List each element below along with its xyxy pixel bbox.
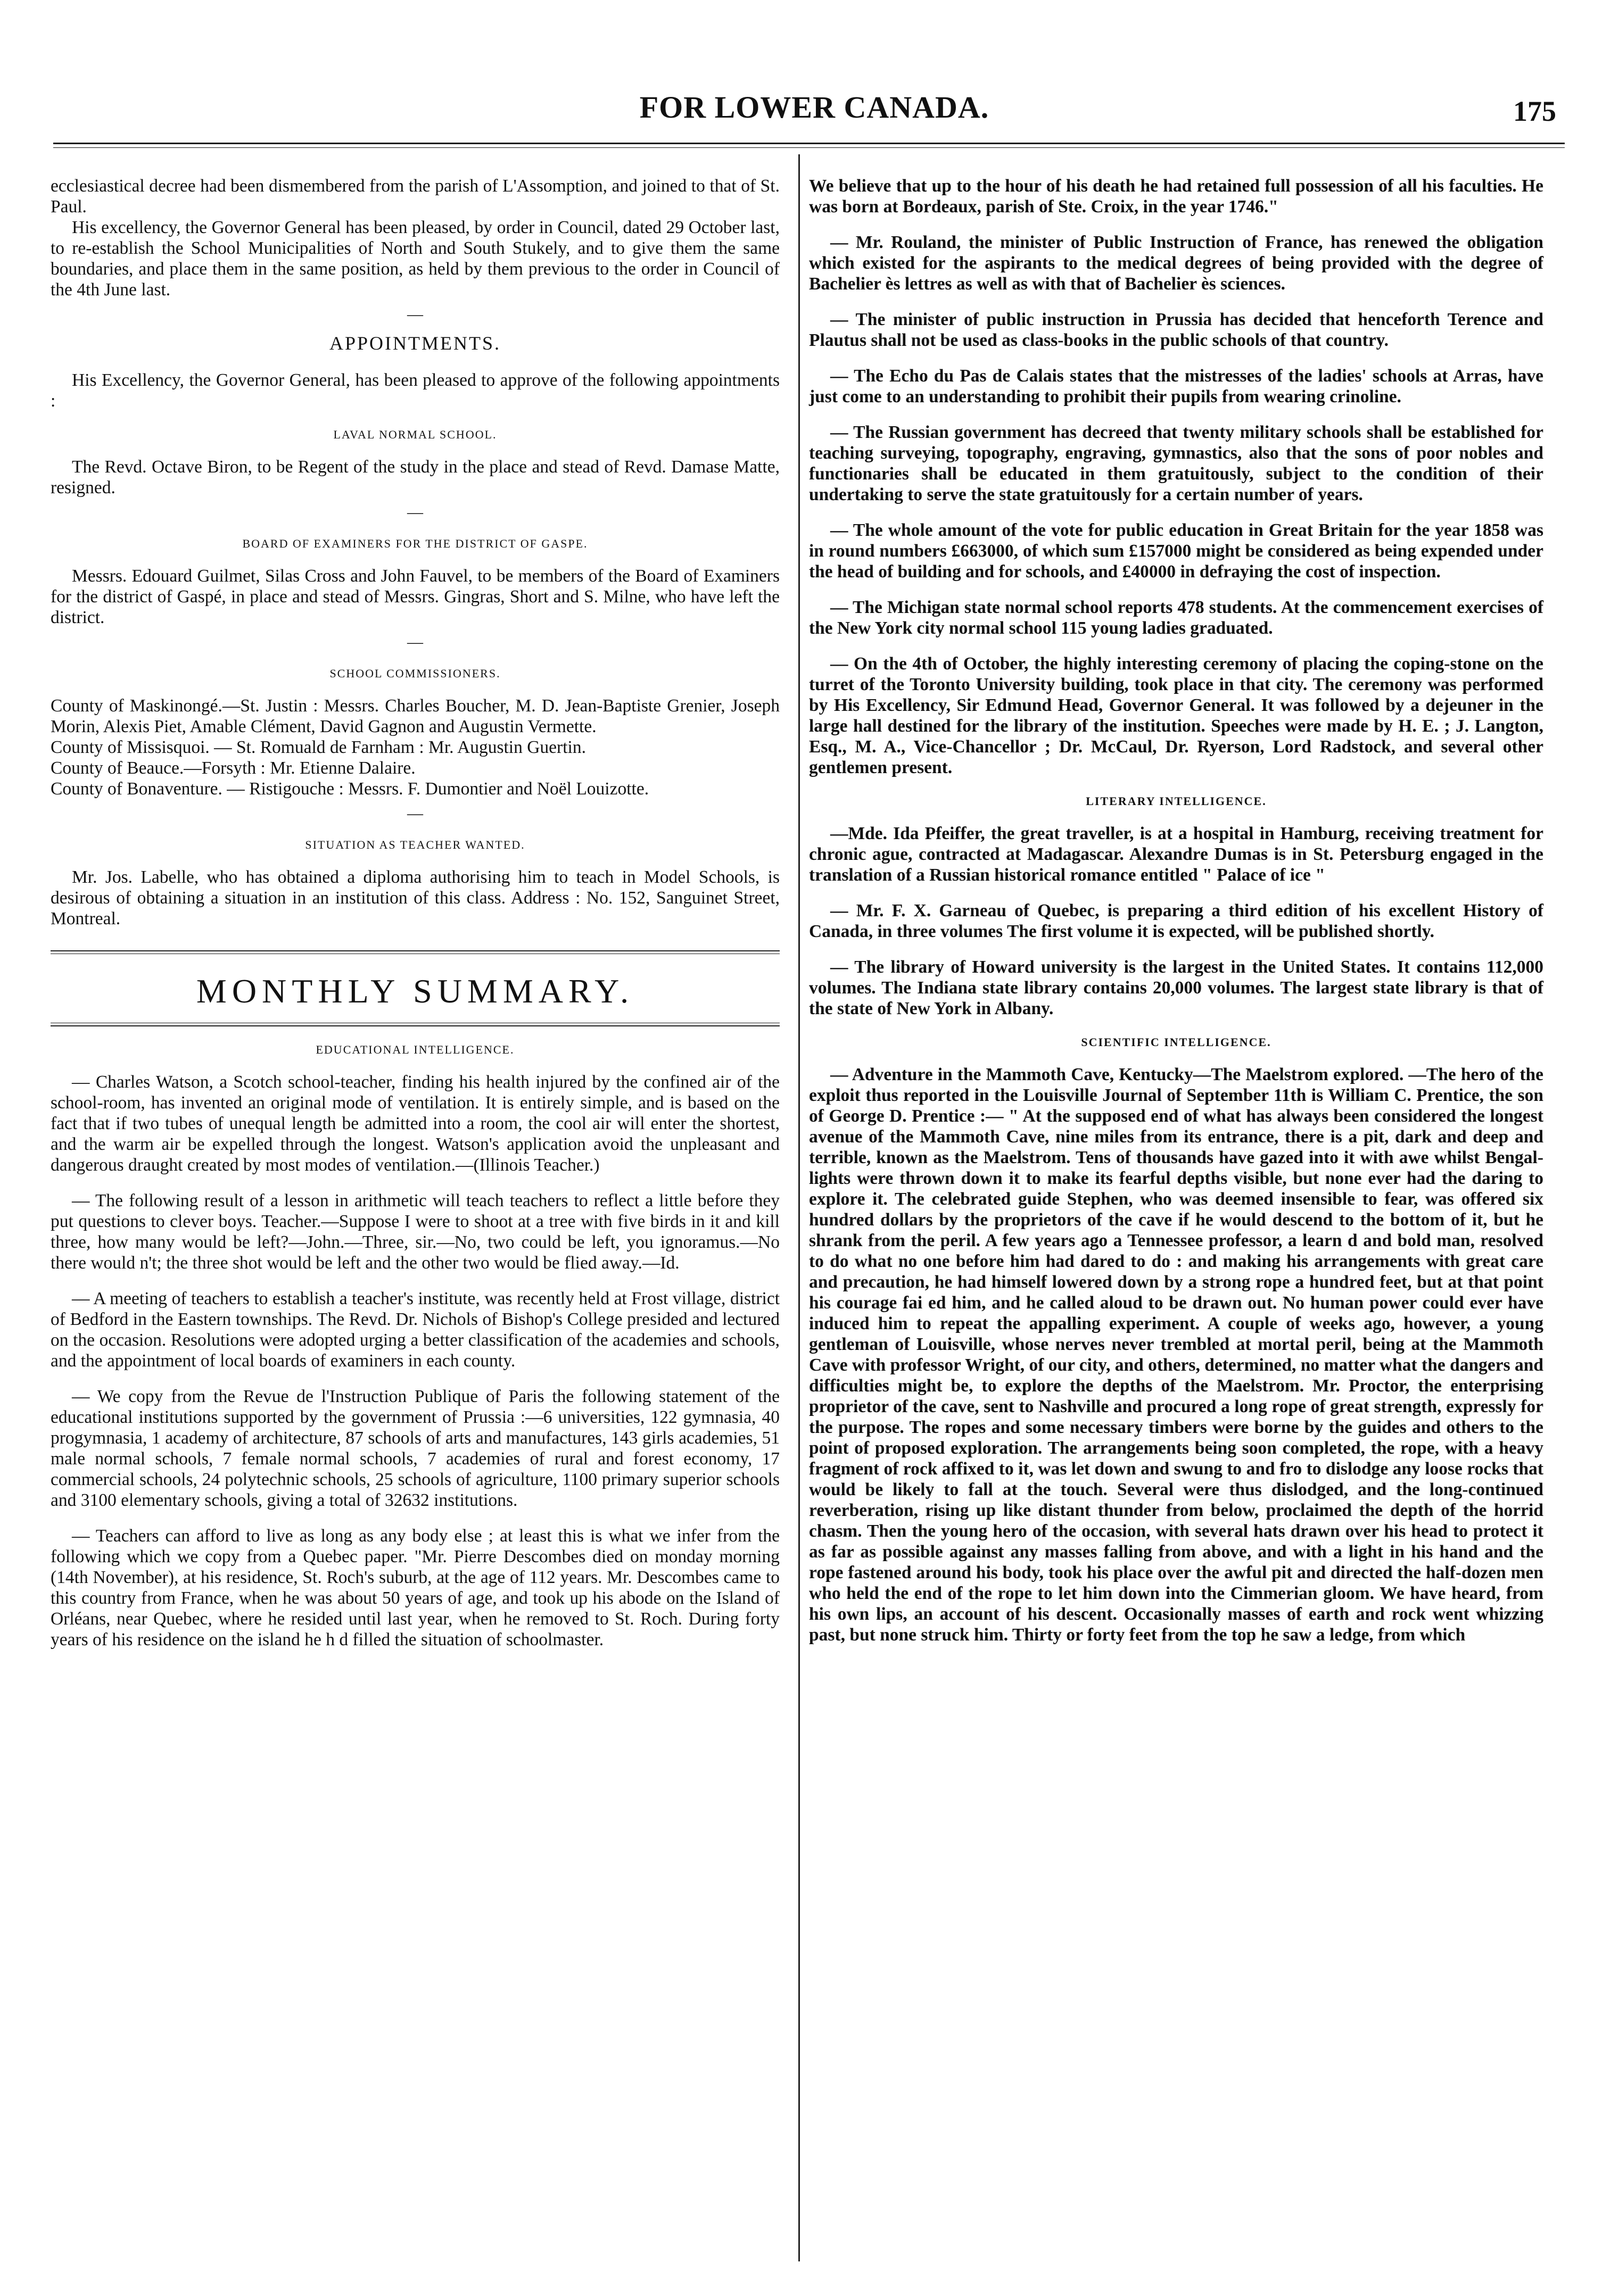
- right-column: [809, 176, 1543, 1645]
- paragraph: — Charles Watson, a Scotch school-teacher, finding his health injured by the confined air of the school-room, has invented an original mode of ventilation. It is entirely simple, and is based on the fact that if two tubes of unequal length be admitted into a room, the cool air will enter the shortest, and the warm air be expelled through the longest. Watson's application avoid the unpleasant and dangerous draught created by most modes of ventilation.—(Illinois Teacher.): [51, 1072, 780, 1175]
- paragraph: — Mr. F. X. Garneau of Quebec, is preparing a third edition of his excellent History of Canada, in three volumes The first volume it is expected, will be published shortly.: [809, 901, 1543, 941]
- paragraph: — The Echo du Pas de Calais states that the mistresses of the ladies' schools at Arras, have just come to an understanding to prohibit their pupils from wearing crinoline.: [809, 366, 1543, 407]
- subheading-laval-normal-school: LAVAL NORMAL SCHOOL.: [333, 428, 497, 441]
- paragraph: — Mr. Rouland, the minister of Public Instruction of France, has renewed the obligation which existed for the aspirants to the medical degrees of being provided with the degree of Bachelier ès lettres as well as with that of Bachelier ès sciences.: [809, 233, 1543, 294]
- paragraph: — We copy from the Revue de l'Instruction Publique of Paris the following statement of the educational institutions supported by the government of Prussia :—6 universities, 122 gymnasia, 40 progymnasia, 1 academy of architecture, 87 schools of arts and manufactures, 143 girls academies, 51 male normal schools, 7 female normal schools, 7 academies of rural and forest economy, 17 commercial schools, 24 polytechnic schools, 25 schools of agriculture, 1100 primary superior schools and 3100 elementary schools, giving a total of 32632 institutions.: [51, 1387, 780, 1510]
- subheading-literary-intelligence: LITERARY INTELLIGENCE.: [1086, 794, 1267, 808]
- paragraph: — A meeting of teachers to establish a teacher's institute, was recently held at Frost village, district of Bedford in the Eastern townships. The Revd. Dr. Nichols of Bishop's College presided and lectured on the occasion. Resolutions were adopted urging a better classification of the academies and schools, and the appointment of local boards of examiners in each county.: [51, 1289, 780, 1371]
- subheading-board-of-examiners: BOARD OF EXAMINERS FOR THE DISTRICT OF GASPE.: [242, 537, 588, 550]
- subheading-scientific-intelligence: SCIENTIFIC INTELLIGENCE.: [1081, 1035, 1271, 1049]
- paragraph: The Revd. Octave Biron, to be Regent of the study in the place and stead of Revd. Damase Matte, resigned.: [51, 457, 780, 498]
- commissioners-list: [51, 695, 780, 799]
- ornamental-rule: [51, 1023, 780, 1026]
- monthly-summary-title: MONTHLY SUMMARY.: [196, 972, 634, 1010]
- subheading-school-commissioners: SCHOOL COMMISSIONERS.: [329, 667, 501, 680]
- paragraph: Messrs. Edouard Guilmet, Silas Cross and John Fauvel, to be members of the Board of Examiners for the district of Gaspé, in place and stead of Messrs. Gingras, Short and S. Milne, who have left the district.: [51, 566, 780, 627]
- paragraph: — The minister of public instruction in Prussia has decided that henceforth Terence and Plautus shall not be used as class-books in the public schools of that country.: [809, 310, 1543, 350]
- separator-dash: —: [407, 305, 423, 323]
- left-column: [51, 176, 780, 1650]
- list-item: County of Bonaventure. — Ristigouche : Messrs. F. Dumontier and Noël Louizotte.: [51, 779, 649, 799]
- list-item: County of Maskinongé.—St. Justin : Messrs. Charles Boucher, M. D. Jean-Baptiste Grenier, Joseph Morin, Alexis Piet, Amable Clément, David Gagnon and Augustin Vermette.: [51, 696, 780, 736]
- separator-dash: —: [407, 503, 423, 521]
- paragraph: His excellency, the Governor General has been pleased, by order in Council, dated 29 October last, to re-establish the School Municipalities of North and South Stukely, and to give them the same boundaries, and place them in the same position, as held by them previous to the order in Council of the 4th June last.: [51, 218, 780, 300]
- paragraph: We believe that up to the hour of his death he had retained full possession of all his faculties. He was born at Bordeaux, parish of Ste. Croix, in the year 1746.": [809, 176, 1543, 217]
- running-head: FOR LOWER CANADA.: [639, 90, 989, 125]
- subheading-situation-wanted: SITUATION AS TEACHER WANTED.: [305, 838, 525, 851]
- list-item: County of Beauce.—Forsyth : Mr. Etienne Dalaire.: [51, 758, 416, 778]
- separator-dash: —: [407, 633, 423, 651]
- paragraph: Mr. Jos. Labelle, who has obtained a diploma authorising him to teach in Model Schools, is desirous of obtaining a situation in an institution of this class. Address : No. 152, Sanguinet Street, Montreal.: [51, 867, 780, 929]
- paragraph: — Adventure in the Mammoth Cave, Kentucky—The Maelstrom explored. —The hero of the exploit thus reported in the Louisville Journal of September 11th is William C. Prentice, the son of George D. Prentice :— " At the supposed end of what has always been considered the longest avenue of the Mammoth Cave, nine miles from its entrance, there is a pit, dark and deep and terrible, known as the Maelstrom. Tens of thousands have gazed into it with awe whilst Bengal-lights were thrown down it to make its fearful depths visible, but none ever had the daring to explore it. The celebrated guide Stephen, who was deemed insensible to fear, was offered six hundred dollars by the proprietors of the cave if he would descend to the bottom of it, but he shrank from the peril. A few years ago a Tennessee professor, a learn d and bold man, resolved to do what no one before him had dared to do : and making his arrangements with great care and precaution, he had himself lowered down by a strong rope a hundred feet, but at that point his courage fai ed him, and he called aloud to be drawn out. No human power could ever have induced him to repeat the appalling experiment. A couple of weeks ago, however, a young gentleman of Louisville, whose nerves never trembled at mortal peril, being at the Mammoth Cave with professor Wright, of our city, and others, determined, no matter what the dangers and difficulties might be, to explore the depths of the Maelstrom. Mr. Proctor, the enterprising proprietor of the cave, sent to Nashville and procured a long rope of great strength, expressly for the purpose. The ropes and some necessary timbers were borne by the guides and others to the point of proposed exploration. The arrangements being soon completed, the rope, with a heavy fragment of rock affixed to it, was let down and swung to and fro to dislodge any loose rocks that would be likely to fall at the touch. Several were thus dislodged, and the long-continued reverberation, rising up like distant thunder from below, proclaimed the depth of the horrid chasm. Then the young hero of the occasion, with several hats drawn over his head to protect it as far as possible against any masses falling from above, and with a light in his hand and the rope fastened around his body, took his place over the awful pit and directed the half-dozen men who held the end of the rope to let him down into the Cimmerian gloom. We have heard, from his own lips, an account of his descent. Occasionally masses of earth and rock went whizzing past, but none struck him. Thirty or forty feet from the top he saw a ledge, from which: [809, 1065, 1543, 1645]
- paragraph: —Mde. Ida Pfeiffer, the great traveller, is at a hospital in Hamburg, receiving treatment for chronic ague, contracted at Madagascar. Alexandre Dumas is in St. Petersburg engaged in the translation of a Russian historical romance entitled " Palace of ice ": [809, 824, 1543, 885]
- paragraph: — The following result of a lesson in arithmetic will teach teachers to reflect a little before they put questions to clever boys. Teacher.—Suppose I were to shoot at a tree with five birds in it and kill three, how many would be left?—John.—Three, sir.—No, two could be left, you ignoramus.—No there would n't; the three shot would be left and the other two would be flied away.—Id.: [51, 1191, 780, 1273]
- subheading-educational-intelligence: EDUCATIONAL INTELLIGENCE.: [316, 1043, 515, 1056]
- paragraph: — The whole amount of the vote for public education in Great Britain for the year 1858 was in round numbers £663000, of which sum £157000 might be considered as being expended under the head of building and for schools, and £40000 in defraying the cost of inspection.: [809, 520, 1543, 582]
- paragraph: — Teachers can afford to live as long as any body else ; at least this is what we infer from the following which we copy from a Quebec paper. "Mr. Pierre Descombes died on monday morning (14th November), at his residence, St. Roch's suburb, at the age of 112 years. Mr. Descombes came to this country from France, when he was about 50 years of age, and took up his abode on the Island of Orléans, near Quebec, where he resided until last year, when he removed to St. Roch. During forty years of his residence on the island he h d filled the situation of schoolmaster.: [51, 1526, 780, 1650]
- paragraph: — On the 4th of October, the highly interesting ceremony of placing the coping-stone on the turret of the Toronto University building, took place in that city. The ceremony was performed by His Excellency, Sir Edmund Head, Governor General. It was followed by a dejeuner in the large hall destined for the library of the institution. Speeches were made by H. E. ; J. Langton, Esq., M. A., Vice-Chancellor ; Dr. McCaul, Dr. Ryerson, Lord Radstock, and several other gentlemen present.: [809, 654, 1543, 777]
- column-divider: [798, 154, 800, 2261]
- paragraph: ecclesiastical decree had been dismembered from the parish of L'Assomption, and joined to that of St. Paul.: [51, 176, 780, 217]
- paragraph: — The Russian government has decreed that twenty military schools shall be established for teaching surveying, topography, engraving, gymnastics, also that the sons of poor nobles and functionaries shall be educated in them gratuitously, subject to the condition of their undertaking to serve the state gratuitously for a certain number of years.: [809, 422, 1543, 504]
- separator-dash: —: [407, 805, 423, 822]
- section-heading-appointments: APPOINTMENTS.: [329, 333, 501, 354]
- paragraph: His Excellency, the Governor General, has been pleased to approve of the following appointments :: [51, 370, 780, 411]
- header-rule: [53, 143, 1565, 148]
- paragraph: — The Michigan state normal school reports 478 students. At the commencement exercises of the New York city normal school 115 young ladies graduated.: [809, 598, 1543, 638]
- paragraph: — The library of Howard university is the largest in the United States. It contains 112,000 volumes. The Indiana state library contains 20,000 volumes. The largest state library is that of the state of New York in Albany.: [809, 957, 1543, 1018]
- page-number: 175: [1513, 95, 1556, 127]
- ornamental-rule: [51, 950, 780, 954]
- list-item: County of Missisquoi. — St. Romuald de Farnham : Mr. Augustin Guertin.: [51, 737, 586, 757]
